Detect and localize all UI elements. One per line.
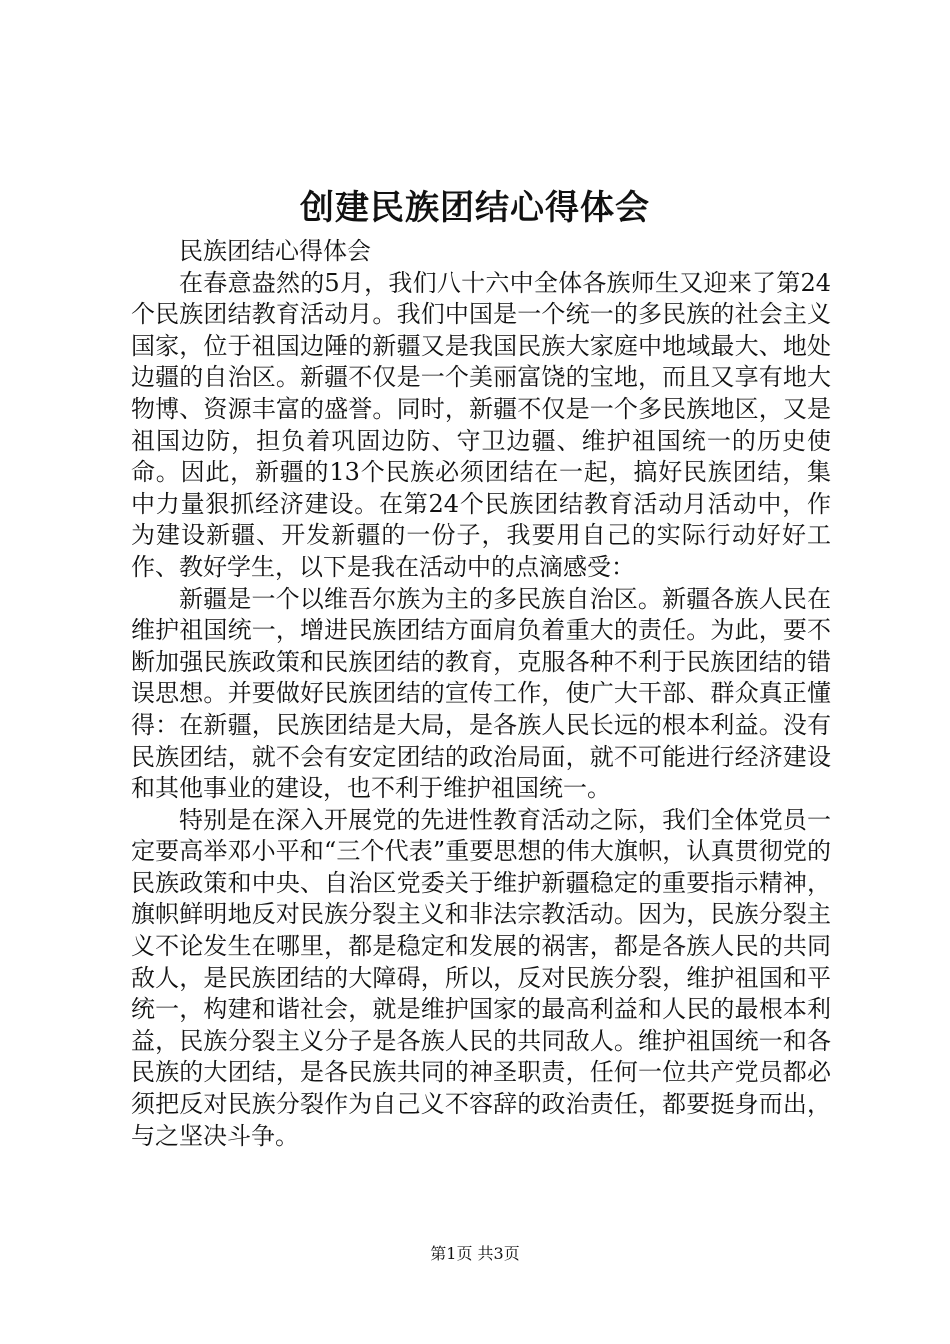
paragraph-2: 新疆是一个以维吾尔族为主的多民族自治区。新疆各族人民在维护祖国统一，增进民族团结方面肩负着重大的责任。为此，要不断加强民族政策和民族团结的教育，克服各种不利于民族团结的错误思想。并要做好民族团结的宣传工作，使广大干部、群众真正懂得：在新疆，民族团结是大局，是各族人民长远的根本利益。没有民族团结，就不会有安定团结的政治局面，就不可能进行经济建设和其他事业的建设，也不利于维护祖国统一。 xyxy=(131,584,831,803)
page-footer: 第1页 共3页 xyxy=(430,1244,520,1263)
document-title: 创建民族团结心得体会 xyxy=(300,188,650,228)
document-body xyxy=(131,236,831,1152)
paragraph-1: 在春意盎然的5月，我们八十六中全体各族师生又迎来了第24个民族团结教育活动月。我们中国是一个统一的多民族的社会主义国家，位于祖国边陲的新疆又是我国民族大家庭中地域最大、地处边疆的自治区。新疆不仅是一个美丽富饶的宝地，而且又享有地大物博、资源丰富的盛誉。同时，新疆不仅是一个多民族地区，又是祖国边防，担负着巩固边防、守卫边疆、维护祖国统一的历史使命。因此，新疆的13个民族必须团结在一起，搞好民族团结，集中力量狠抓经济建设。在第24个民族团结教育活动月活动中，作为建设新疆、开发新疆的一份子，我要用自己的实际行动好好工作、教好学生，以下是我在活动中的点滴感受： xyxy=(131,268,831,581)
paragraph-3: 特别是在深入开展党的先进性教育活动之际，我们全体党员一定要高举邓小平和“三个代表”重要思想的伟大旗帜，认真贯彻党的民族政策和中央、自治区党委关于维护新疆稳定的重要指示精神，旗帜鲜明地反对民族分裂主义和非法宗教活动。因为，民族分裂主义不论发生在哪里，都是稳定和发展的祸害，都是各族人民的共同敌人，是民族团结的大障碍，所以，反对民族分裂，维护祖国和平统一，构建和谐社会，就是维护国家的最高利益和人民的最根本利益，民族分裂主义分子是各族人民的共同敌人。维护祖国统一和各民族的大团结，是各民族共同的神圣职责，任何一位共产党员都必须把反对民族分裂作为自己义不容辞的政治责任，都要挺身而出，与之坚决斗争。 xyxy=(131,805,831,1150)
paragraph-subtitle: 民族团结心得体会 xyxy=(179,237,371,265)
